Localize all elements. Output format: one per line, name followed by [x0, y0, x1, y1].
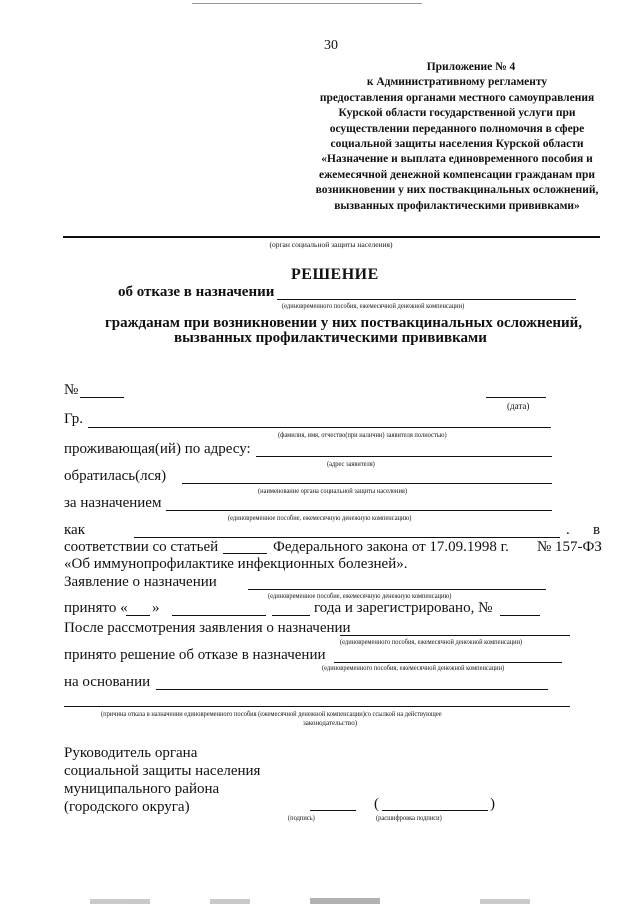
appendix-line: социальной защиты населения Курской области	[330, 138, 584, 151]
law-article-blank-line	[223, 553, 267, 554]
decode-blank-line	[382, 810, 488, 811]
accepted-day-blank-line	[126, 615, 150, 616]
purpose-label: за назначением	[64, 495, 162, 511]
address-label: проживающая(ий) по адресу:	[64, 441, 251, 457]
basis-blank-line	[156, 689, 548, 690]
decode-hint: (расшифровка подписи)	[376, 814, 442, 822]
subtitle-line2: гражданам при возникновении у них поствакцинальных осложнений,	[105, 315, 583, 331]
purpose-hint: (единовременное пособие, ежемесячную денежную компенсацию)	[228, 514, 412, 522]
after-review-hint: (единовременного пособия, ежемесячной денежной компенсации)	[340, 638, 523, 646]
law-line1-a: соответствии со статьей	[64, 539, 219, 555]
signature-block	[64, 744, 260, 816]
subtitle-line3: вызванных профилактическими прививками	[174, 330, 487, 346]
accepted-year: года и зарегистрировано, №	[314, 600, 493, 616]
applied-blank-line	[182, 483, 552, 484]
signature-line: социальной защиты населения	[64, 763, 261, 779]
application-blank-line	[248, 589, 546, 590]
as-label: как	[64, 522, 86, 538]
decision-label: принято решение об отказе в назначении	[64, 647, 326, 663]
basis-label: на основании	[64, 674, 151, 690]
decision-blank-line	[334, 662, 562, 663]
as-blank-line	[134, 537, 560, 538]
law-line2: «Об иммунопрофилактике инфекционных болезней».	[64, 556, 408, 572]
subtitle-blank-line	[277, 299, 576, 300]
reason-hint-line1: (причина отказа в назначении единовременного пособия (ежемесячной денежной компенсации)со ссылкой на действующее	[101, 710, 442, 718]
sign-hint: (подпись)	[288, 814, 315, 822]
address-hint: (адрес заявителя)	[327, 460, 375, 468]
after-review-label: После рассмотрения заявления о назначении	[64, 620, 351, 636]
after-review-blank-line	[340, 635, 570, 636]
scan-bottom-remnants	[90, 897, 550, 905]
appendix-line: предоставления органами местного самоуправления	[319, 91, 595, 104]
appendix-line: «Назначение и выплата единовременного пособия и	[321, 153, 593, 166]
accepted-prefix: принято «	[64, 600, 128, 616]
reason-blank-line	[64, 706, 570, 707]
scan-top-edge	[192, 3, 422, 4]
as-dot: .	[566, 522, 570, 538]
organ-hint: (орган социальной защиты населения)	[269, 240, 393, 249]
accepted-mid: »	[152, 600, 160, 616]
appendix-line: Курской области государственной услуги при	[338, 107, 576, 120]
application-label: Заявление о назначении	[64, 574, 217, 590]
accepted-year-blank-line	[272, 615, 310, 616]
signature-line: муниципального района	[64, 781, 220, 797]
in-label: в	[593, 522, 601, 538]
appendix-line: к Административному регламенту	[366, 76, 548, 89]
law-line1-c: № 157-ФЗ	[537, 539, 602, 555]
purpose-blank-line	[166, 510, 552, 511]
decode-open-paren: (	[374, 796, 379, 812]
citizen-blank-line	[88, 427, 551, 428]
application-hint: (единовременное пособие, ежемесячную денежную компенсацию)	[268, 592, 452, 600]
applied-hint: (наименование органа социальной защиты населения)	[258, 487, 408, 495]
date-hint: (дата)	[507, 401, 530, 411]
appendix-line: ежемесячной денежной компенсации гражданам при	[319, 168, 595, 181]
appendix-line: осуществлении переданного полномочия в сфере	[329, 122, 585, 135]
sign-blank-line	[310, 810, 356, 811]
address-blank-line	[256, 456, 552, 457]
signature-line: Руководитель органа	[64, 745, 198, 761]
organ-line	[63, 236, 600, 238]
appendix-title: Приложение № 4	[426, 61, 516, 73]
number-blank-line	[80, 397, 124, 398]
signature-line: (городского округа)	[64, 799, 190, 815]
date-blank-line	[486, 397, 546, 398]
citizen-label: Гр.	[64, 411, 83, 427]
reason-hint-line2: законодательство)	[302, 719, 358, 727]
registration-blank-line	[500, 615, 540, 616]
subtitle-hint: (единовременного пособия, ежемесячной денежной компенсации)	[282, 302, 465, 310]
number-label: №	[64, 382, 79, 398]
page-number: 30	[324, 38, 338, 53]
decision-hint: (единовременного пособия, ежемесячной денежной компенсации)	[322, 664, 505, 672]
citizen-hint: (фамилия, имя, отчество(при наличии) заявителя полностью)	[278, 431, 447, 439]
accepted-month-blank-line	[172, 615, 266, 616]
law-line1-b: Федерального закона от 17.09.1998 г.	[273, 539, 509, 555]
appendix-block	[282, 60, 632, 214]
subtitle-prefix: об отказе в назначении	[118, 284, 275, 300]
document-title: РЕШЕНИЕ	[291, 266, 379, 283]
applied-label: обратилась(лся)	[64, 468, 167, 484]
decode-close-paren: )	[490, 796, 495, 812]
appendix-line: возникновении у них поствакцинальных осложнений,	[315, 184, 599, 197]
appendix-line: вызванных профилактическими прививками»	[334, 199, 580, 212]
